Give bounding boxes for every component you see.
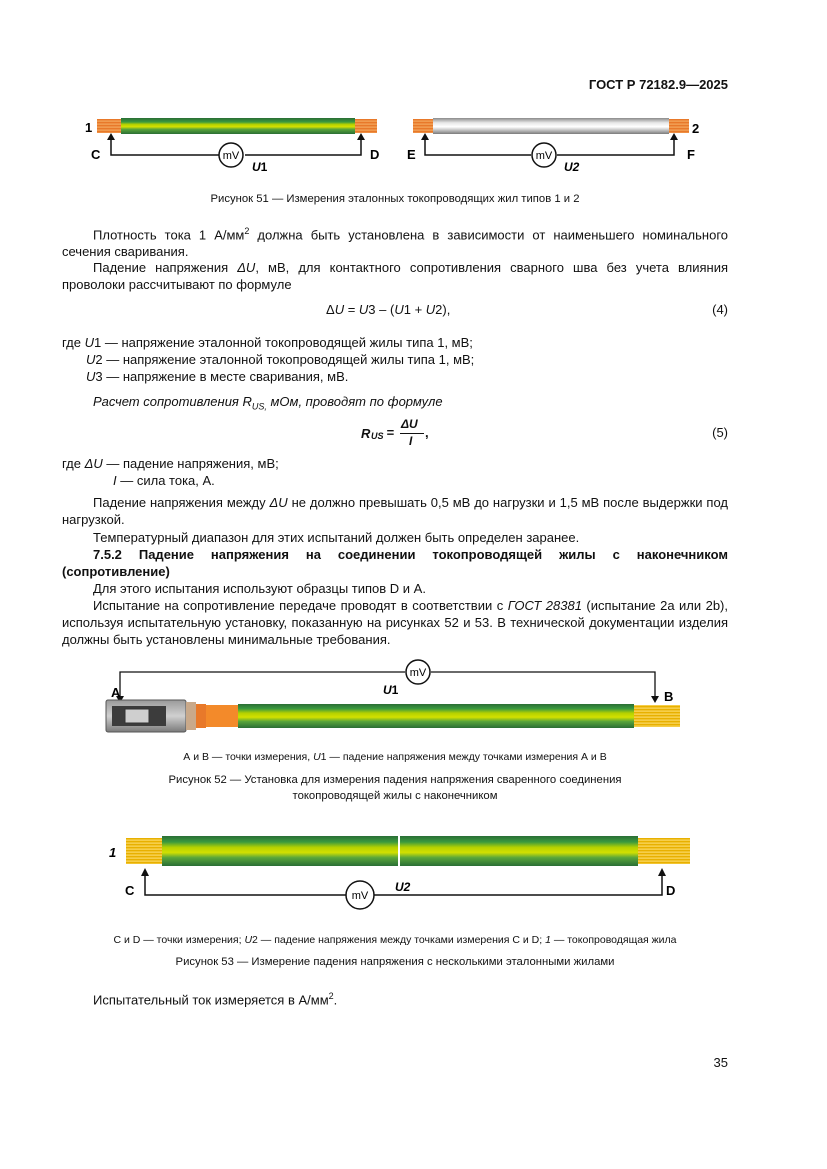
meter-label: mV: [409, 667, 427, 679]
definition-current: I — сила тока, А.: [113, 473, 215, 488]
paragraph-voltage-drop: Падение напряжения ΔU, мВ, для контактного сопротивления сварного шва без учета влияния проволоки рассчитывают по формуле: [62, 260, 728, 292]
definition-u1: где U1 — напряжение эталонной токопроводящей жилы типа 1, мВ;: [62, 335, 473, 350]
voltage-u1-label: U1: [252, 160, 268, 174]
paragraph-voltage-limit: Падение напряжения между ΔU не должно превышать 0,5 мВ до нагрузки и 1,5 мВ после выдержки под нагрузкой.: [62, 495, 728, 527]
reference-conductor: [126, 836, 690, 866]
paragraph-current-density: Плотность тока 1 $А/мм^2$ должна быть установлена в зависимости от наименьшего номинального сечения сваривания.: [62, 226, 729, 260]
formula-4: ΔU = U3 – (U1 + U2),: [326, 302, 451, 317]
section-heading-7-5-2: 7.5.2 Падение напряжения на соединении токопроводящей жилы с наконечником (сопротивление): [62, 547, 728, 579]
voltage-u1-label: U1: [383, 683, 399, 697]
figure-52-caption-line-2: токопроводящей жилы с наконечником: [292, 790, 498, 802]
meter-label: mV: [535, 150, 553, 162]
paragraph-samples: Для этого испытания используют образцы типов D и A.: [93, 581, 426, 596]
label-d: D: [666, 883, 676, 898]
figure-53-note: С и D — точки измерения; U2 — падение напряжения между точками измерения С и D; 1 — токопроводящая жила: [113, 934, 677, 946]
equation-number-4: (4): [712, 302, 728, 317]
label-c: C: [125, 883, 135, 898]
definition-u3: U3 — напряжение в месте сваривания, мВ.: [86, 369, 349, 384]
figure-53-diagram: [0, 826, 827, 916]
label-b: B: [664, 689, 674, 704]
label-d: D: [370, 147, 380, 162]
reference-conductor-type-1: [97, 118, 377, 134]
label-e: E: [407, 147, 416, 162]
conductor-with-insulation: [238, 704, 680, 728]
meter-label: mV: [351, 890, 369, 902]
label-c: C: [91, 147, 101, 162]
label-a: A: [111, 685, 121, 700]
label-1: 1: [85, 120, 93, 135]
voltage-u2-label: U2: [564, 160, 580, 174]
label-1: 1: [109, 845, 117, 860]
paragraph-test-method: Испытание на сопротивление передаче проводят в соответствии с ГОСТ 28381 (испытание 2а или 2b), используя испытательную установку, показанную на рисунках 52 и 53. В технической документации изделия должны быть установлены минимальные требования.: [62, 598, 728, 647]
figure-52-caption-line-1: Рисунок 52 — Установка для измерения падения напряжения сваренного соединения: [168, 774, 622, 786]
voltage-u2-label: U2: [395, 880, 411, 894]
definition-delta-u: где ΔU — падение напряжения, мВ;: [62, 456, 279, 471]
equation-number-5: (5): [712, 425, 728, 440]
figure-52-note: А и В — точки измерения, U1 — падение напряжения между точками измерения А и В: [183, 751, 607, 763]
paragraph-resistance: Расчет сопротивления $R_{US,}$ мОм, проводят по формуле: [93, 394, 443, 412]
standard-header: ГОСТ Р 72182.9—2025: [588, 77, 728, 92]
figure-51-caption: Рисунок 51 — Измерения эталонных токопроводящих жил типов 1 и 2: [210, 193, 580, 205]
paragraph-test-current: Испытательный ток измеряется в $А/мм^2$.: [93, 991, 338, 1008]
meter-label: mV: [222, 150, 240, 162]
paragraph-temperature: Температурный диапазон для этих испытаний должен быть определен заранее.: [93, 530, 580, 545]
figure-53-caption: Рисунок 53 — Измерение падения напряжения с несколькими эталонными жилами: [175, 956, 615, 968]
reference-conductor-type-2: [413, 118, 689, 134]
figure-51-diagram: [0, 110, 827, 178]
figure-52-diagram: [0, 658, 827, 738]
definition-u2: U2 — напряжение эталонной токопроводящей жилы типа 1, мВ;: [86, 352, 475, 367]
label-f: F: [687, 147, 695, 162]
cable-lug-terminal: [106, 700, 238, 732]
page-number: 35: [713, 1055, 728, 1070]
label-2: 2: [692, 121, 700, 136]
